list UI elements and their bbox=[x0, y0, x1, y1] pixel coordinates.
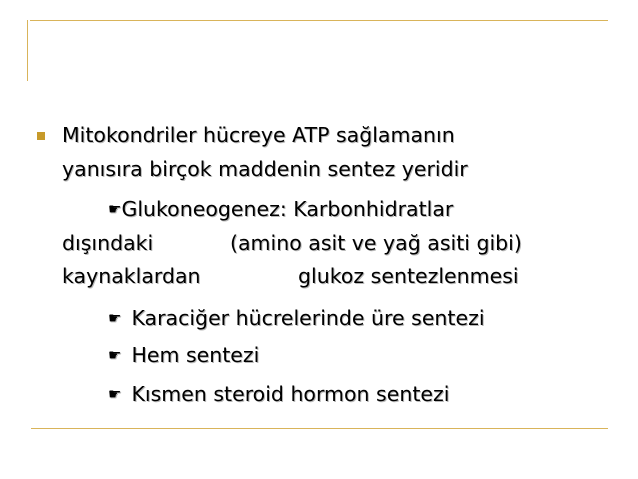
main-bullet-line-2: yanısıra birçok maddenin sentez yeridir bbox=[62, 157, 468, 181]
gluconeogenesis-line-3a: kaynaklardan bbox=[62, 264, 201, 288]
pointing-hand-icon: ☛ bbox=[108, 385, 122, 403]
list-item bbox=[108, 382, 449, 406]
main-bullet-line-1: Mitokondriler hücreye ATP sağlamanın bbox=[62, 123, 455, 147]
gluconeogenesis-line-2a: dışındaki bbox=[62, 231, 154, 255]
pointing-hand-icon: ☛ bbox=[108, 200, 122, 218]
top-rule bbox=[30, 20, 608, 21]
bottom-rule bbox=[31, 428, 608, 429]
list-item bbox=[108, 306, 485, 330]
left-rule bbox=[27, 20, 28, 81]
gluconeogenesis-line-1 bbox=[108, 197, 453, 221]
pointing-hand-icon: ☛ bbox=[108, 346, 122, 364]
list-item-label: Kısmen steroid hormon sentezi bbox=[131, 382, 450, 406]
gluconeogenesis-line-3b: glukoz sentezlenmesi bbox=[298, 264, 519, 288]
gluconeogenesis-line-2b: (amino asit ve yağ asiti gibi) bbox=[230, 231, 522, 255]
list-item bbox=[108, 343, 259, 367]
pointing-hand-icon: ☛ bbox=[108, 309, 122, 327]
gluconeogenesis-heading: Glukoneogenez: Karbonhidratlar bbox=[121, 197, 454, 221]
list-item-label: Hem sentezi bbox=[131, 343, 260, 367]
square-bullet-icon bbox=[37, 132, 45, 140]
list-item-label: Karaciğer hücrelerinde üre sentezi bbox=[131, 306, 485, 330]
